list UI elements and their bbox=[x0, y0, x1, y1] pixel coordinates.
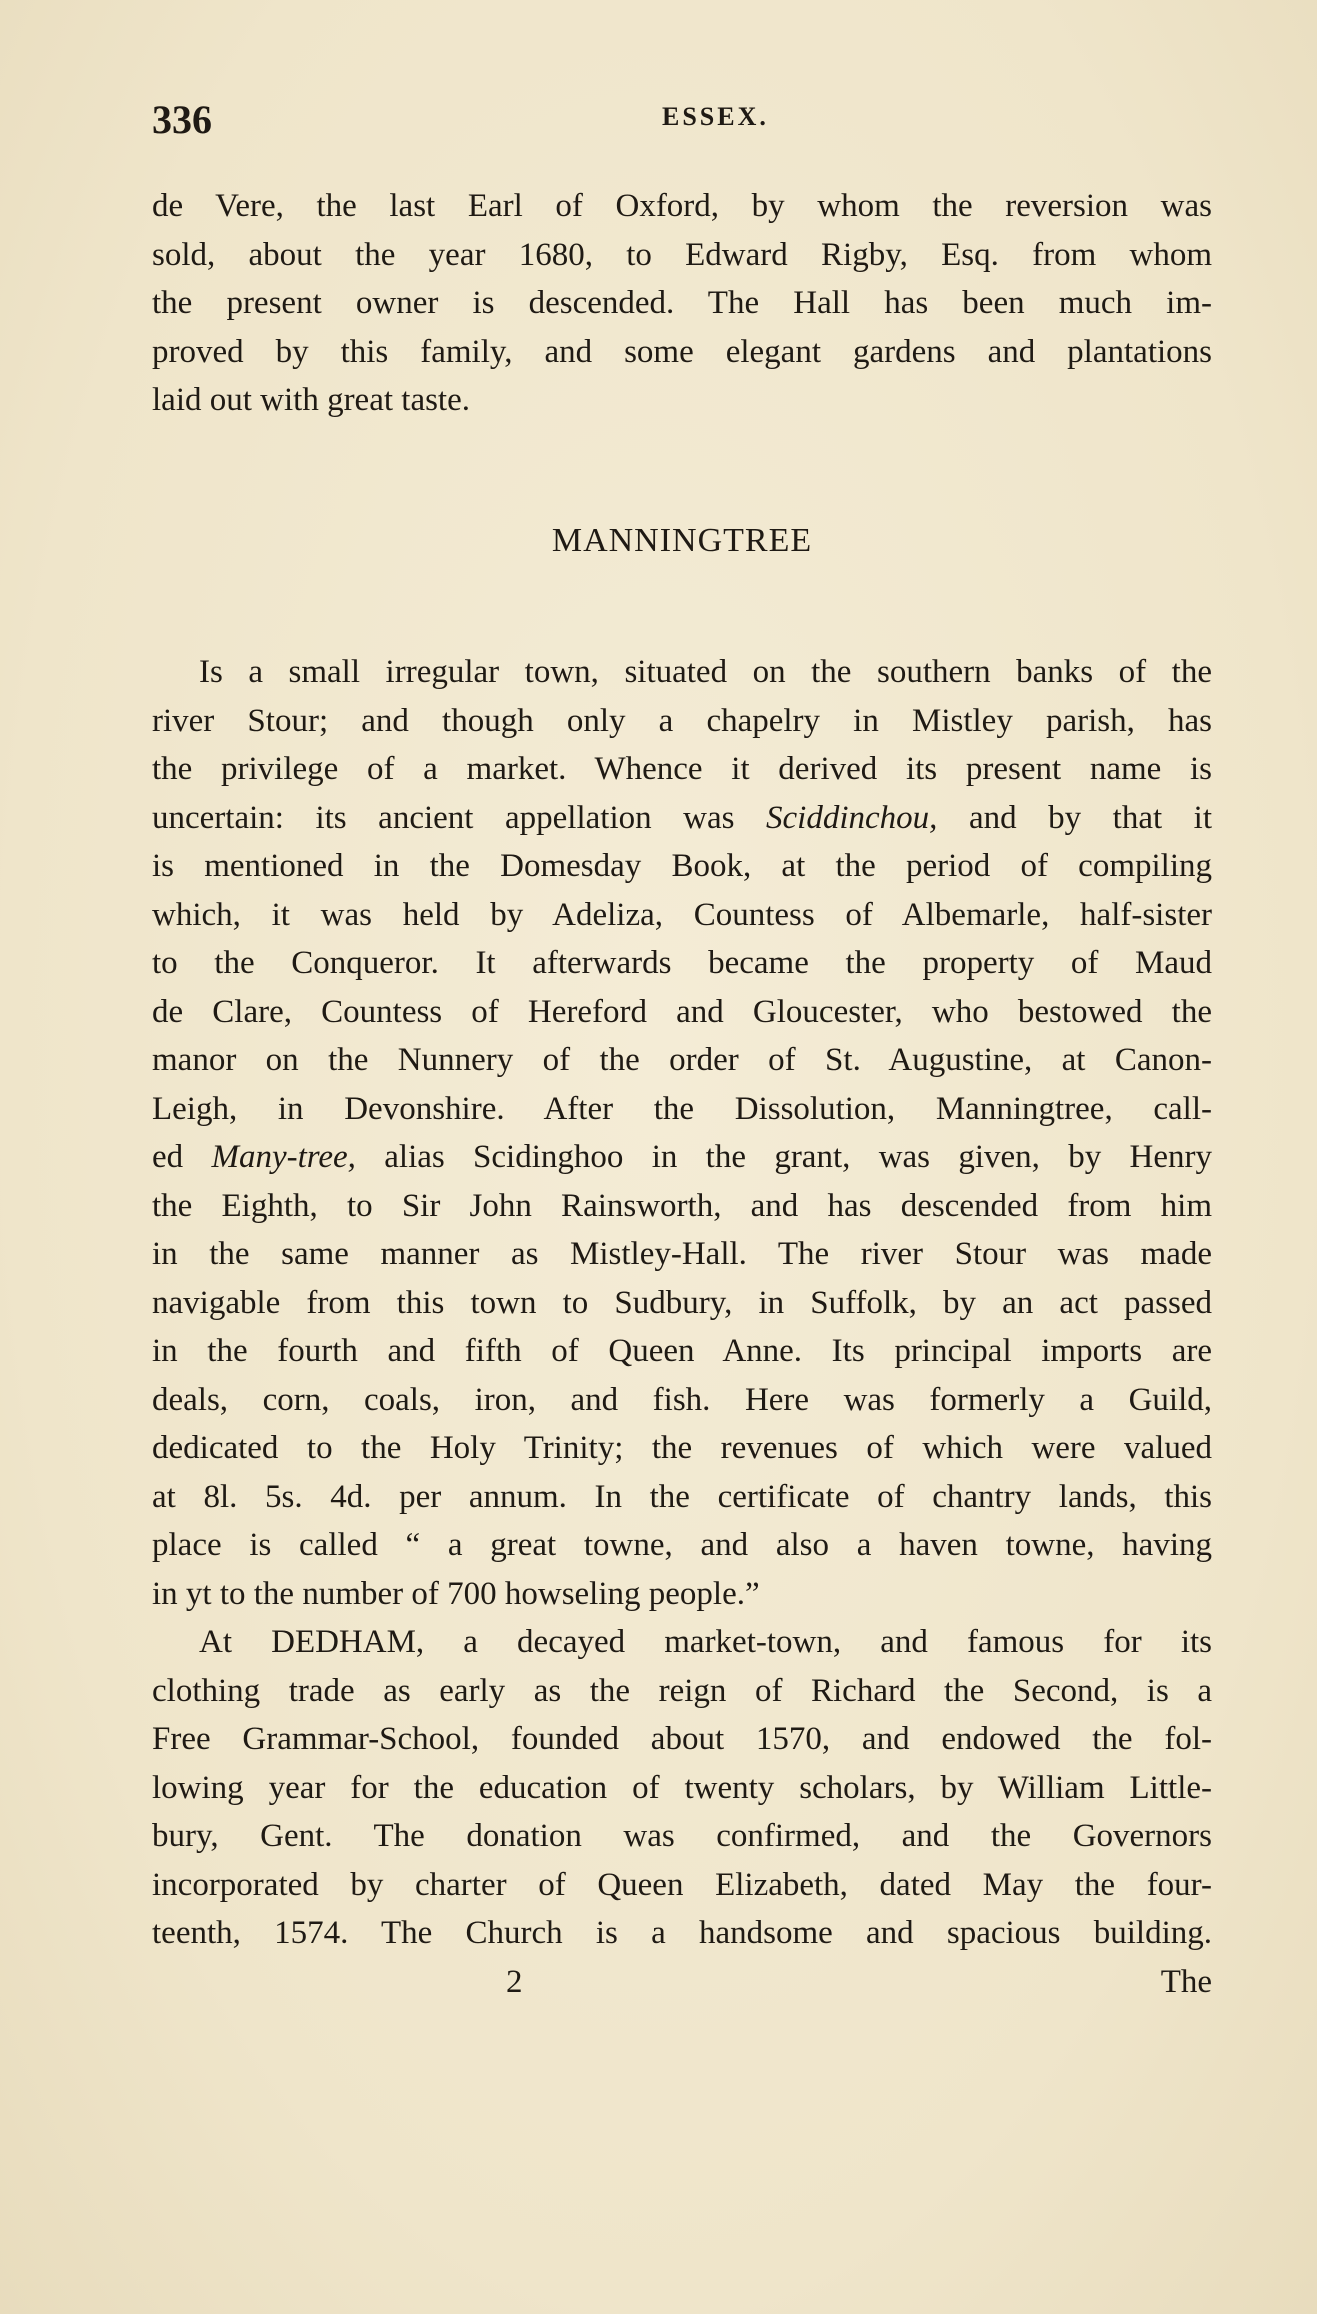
text-line: sold, about the year 1680, to Edward Rigby, Esq. from whom bbox=[152, 236, 1212, 273]
text-line: dedicated to the Holy Trinity; the revenues of which were valued bbox=[152, 1430, 1212, 1466]
page-number: 336 bbox=[152, 97, 212, 142]
italic-place-name: Sciddinchou, bbox=[766, 799, 938, 836]
text-line: de Vere, the last Earl of Oxford, by whom the reversion was bbox=[152, 188, 1212, 224]
running-head: ESSEX. bbox=[662, 102, 769, 131]
signature-mark: 2 bbox=[506, 1963, 523, 2000]
italic-place-name: Many-tree, bbox=[211, 1139, 356, 1175]
text-line: clothing trade as early as the reign of Richard the Second, is a bbox=[152, 1672, 1212, 1709]
text-line: bury, Gent. The donation was confirmed, and the Governors bbox=[152, 1818, 1212, 1854]
text-run: ed bbox=[152, 1139, 212, 1175]
text-line: laid out with great taste. bbox=[152, 382, 470, 418]
page-header bbox=[152, 96, 1192, 146]
text-line: the present owner is descended. The Hall has been much im- bbox=[152, 285, 1212, 321]
text-run: uncertain: its ancient appellation was bbox=[152, 799, 767, 836]
text-line: in the fourth and fifth of Queen Anne. Its principal imports are bbox=[152, 1333, 1212, 1369]
text-line: at 8l. 5s. 4d. per annum. In the certificate of chantry lands, this bbox=[152, 1478, 1212, 1515]
page-footer-line bbox=[152, 1958, 1212, 2007]
text-line: the privilege of a market. Whence it derived its present name is bbox=[152, 751, 1212, 787]
text-line: place is called “ a great towne, and also a haven towne, having bbox=[152, 1527, 1212, 1563]
text-line: in yt to the number of 700 howseling people.” bbox=[152, 1575, 760, 1612]
text-line bbox=[152, 794, 1212, 843]
text-line: to the Conqueror. It afterwards became the property of Maud bbox=[152, 945, 1212, 981]
text-line: deals, corn, coals, iron, and fish. Here was formerly a Guild, bbox=[152, 1381, 1212, 1418]
text-line: incorporated by charter of Queen Elizabeth, dated May the four- bbox=[152, 1866, 1212, 1903]
text-line: which, it was held by Adeliza, Countess of Albemarle, half-sister bbox=[152, 896, 1212, 933]
text-line: the Eighth, to Sir John Rainsworth, and has descended from him bbox=[152, 1187, 1212, 1224]
paragraph-manningtree bbox=[152, 648, 1212, 2006]
text-line bbox=[152, 1133, 1212, 1182]
text-line: navigable from this town to Sudbury, in Suffolk, by an act passed bbox=[152, 1284, 1212, 1321]
text-line: teenth, 1574. The Church is a handsome and spacious building. bbox=[152, 1915, 1212, 1951]
text-run: and by that it bbox=[937, 799, 1213, 836]
text-line: de Clare, Countess of Hereford and Gloucester, who bestowed the bbox=[152, 993, 1212, 1030]
text-run: alias Scidinghoo in the grant, was given, by Henry bbox=[355, 1139, 1212, 1175]
text-line: lowing year for the education of twenty scholars, by William Little- bbox=[152, 1769, 1212, 1806]
text-line: At DEDHAM, a decayed market-town, and famous for its bbox=[199, 1624, 1212, 1660]
text-line: in the same manner as Mistley-Hall. The river Stour was made bbox=[152, 1236, 1212, 1272]
text-line: Free Grammar-School, founded about 1570, and endowed the fol- bbox=[152, 1721, 1212, 1757]
text-line: proved by this family, and some elegant gardens and plantations bbox=[152, 333, 1212, 370]
text-line: river Stour; and though only a chapelry in Mistley parish, has bbox=[152, 702, 1212, 739]
paragraph-hall bbox=[152, 182, 1212, 425]
text-line: Leigh, in Devonshire. After the Dissolution, Manningtree, call- bbox=[152, 1090, 1212, 1127]
catchword: The bbox=[1160, 1963, 1212, 2000]
text-line: manor on the Nunnery of the order of St. Augustine, at Canon- bbox=[152, 1042, 1212, 1078]
text-line: is mentioned in the Domesday Book, at the period of compiling bbox=[152, 848, 1212, 884]
section-heading: MANNINGTREE bbox=[551, 522, 813, 559]
text-line: Is a small irregular town, situated on the southern banks of the bbox=[199, 654, 1212, 690]
